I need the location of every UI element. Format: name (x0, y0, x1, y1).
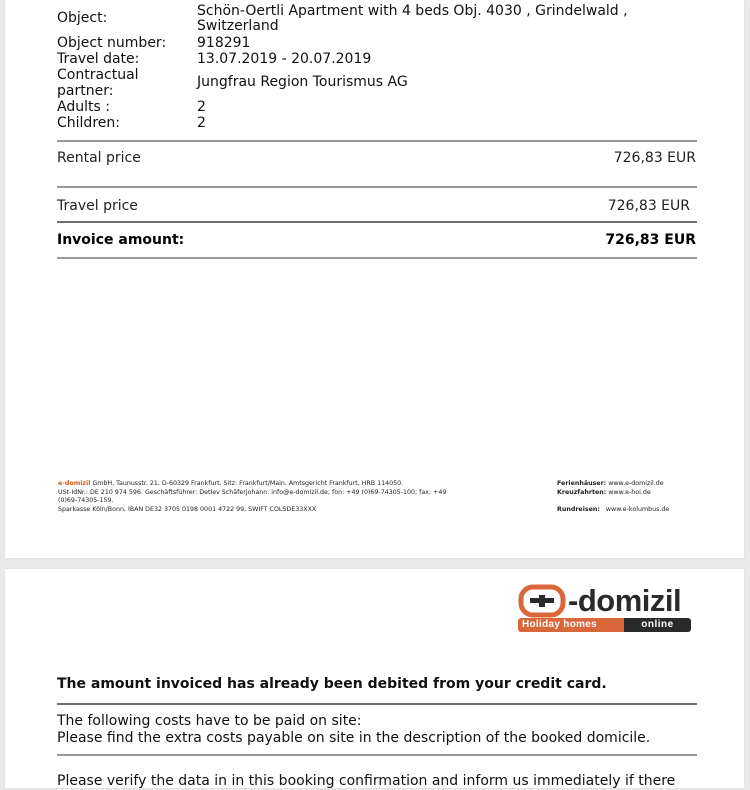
divider-onsite (57, 754, 697, 756)
adults-value: 2 (197, 99, 206, 115)
logo-wordmark: -domizil (568, 583, 682, 618)
footer-tours-row: Rundreisen: www.e-kolumbus.de (557, 505, 670, 513)
onsite-costs-line1: The following costs have to be paid on site: (57, 713, 362, 729)
footer-line2: USt-IdNr.: DE 210 974 596. Geschäftsführer: Detlev Schäferjohann. info@e-domizil.de; fon: +49 (0)69-74305-100; fax: +49 (58, 488, 447, 496)
debited-notice: The amount invoiced has already been debited from your credit card. (57, 676, 607, 692)
object-number-label: Object number: (57, 35, 167, 51)
object-value-line2: Switzerland (197, 18, 279, 34)
travel-price-value: 726,83 EUR (607, 198, 690, 214)
children-value: 2 (197, 115, 206, 131)
travel-date-label: Travel date: (57, 51, 140, 67)
footer-line1: e-domizil GmbH, Taunusstr. 21, D-60329 Frankfurt. Sitz: Frankfurt/Main. Amtsgericht Frankfurt, HRB 114050. (58, 480, 404, 487)
e-domizil-logo (518, 584, 694, 634)
children-label: Children: (57, 115, 120, 131)
footer-line4: Sparkasse Köln/Bonn, IBAN DE32 3705 0198 0001 4722 99, SWIFT COLSDE33XXX (58, 505, 317, 513)
divider-travel (57, 221, 697, 223)
divider-top (57, 140, 697, 142)
invoice-amount-value: 726,83 EUR (605, 232, 696, 248)
rental-price-label: Rental price (57, 150, 141, 166)
partner-label-line2: partner: (57, 83, 114, 99)
travel-price-label: Travel price (57, 198, 138, 214)
travel-date-value: 13.07.2019 - 20.07.2019 (197, 51, 372, 67)
adults-label: Adults : (57, 99, 110, 115)
invoice-page-2 (5, 569, 744, 788)
footer-holiday-row: Ferienhäuser: www.e-domizil.de (557, 480, 664, 487)
footer-tours-link[interactable]: www.e-kolumbus.de (605, 505, 670, 513)
logo-tagline-left: Holiday homes (518, 618, 624, 632)
partner-value: Jungfrau Region Tourismus AG (197, 74, 408, 90)
invoice-page-1 (5, 0, 744, 558)
partner-label-line1: Contractual (57, 67, 139, 83)
object-number-value: 918291 (197, 35, 251, 51)
object-label: Object: (57, 10, 108, 26)
footer-company-info (58, 480, 446, 514)
footer-cruise-link[interactable]: www.e-hoi.de (608, 488, 651, 496)
onsite-costs-line2: Please find the extra costs payable on site in the description of the booked domicile. (57, 730, 651, 746)
e-logo-icon (518, 584, 566, 618)
footer-cruise-row: Kreuzfahrten: www.e-hoi.de (557, 488, 651, 496)
object-value-line1: Schön-Oertli Apartment with 4 beds Obj. 4030 , Grindelwald , (197, 3, 628, 19)
divider-rental (57, 186, 697, 188)
footer-line3: (0)69-74305-159. (58, 497, 114, 505)
divider-bottom (57, 257, 697, 259)
divider-notice (57, 703, 697, 705)
footer-brand: e-domizil (58, 480, 91, 487)
footer-holiday-link[interactable]: www.e-domizil.de (608, 480, 664, 487)
verify-data-line: Please verify the data in in this booking confirmation and inform us immediately if there (57, 773, 676, 789)
footer-links (557, 480, 669, 514)
invoice-amount-label: Invoice amount: (57, 232, 185, 248)
logo-tagline-right: online (624, 618, 691, 632)
rental-price-value: 726,83 EUR (613, 150, 696, 166)
logo-tagline (518, 618, 691, 632)
